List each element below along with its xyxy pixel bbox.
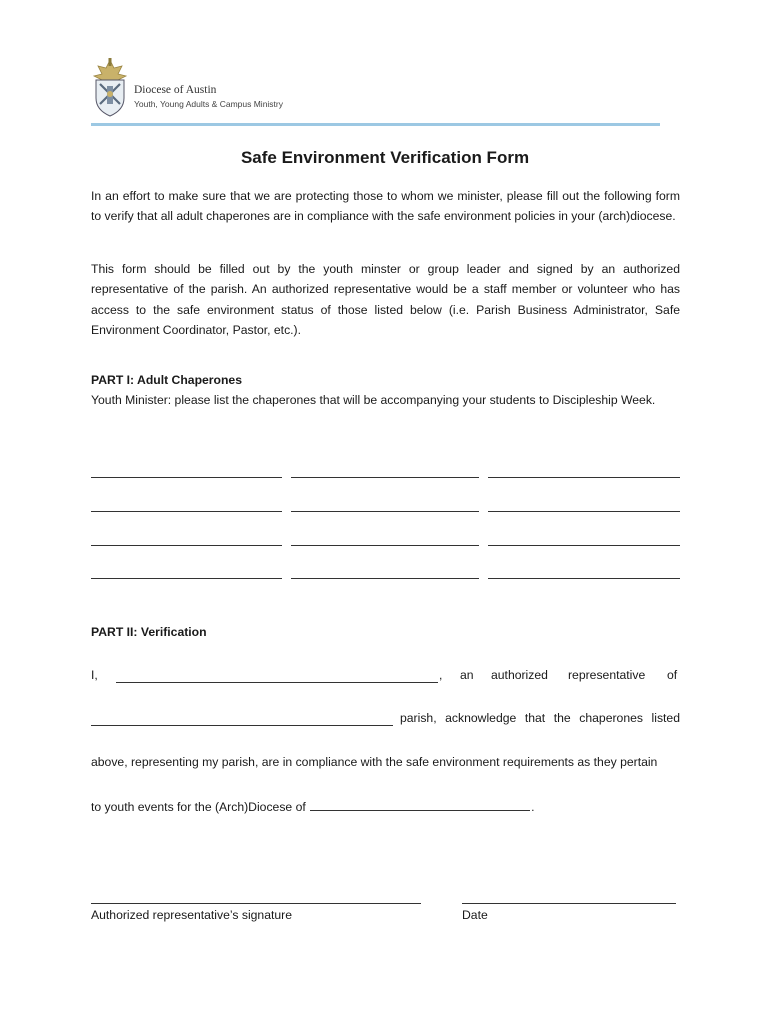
verification-word: of: [667, 668, 678, 682]
signature-field[interactable]: [91, 902, 421, 904]
chaperone-name-field[interactable]: [91, 476, 282, 478]
verification-comma: ,: [439, 668, 443, 682]
verification-text: to youth events for the (Arch)Diocese of: [91, 800, 306, 814]
chaperone-name-field[interactable]: [91, 510, 282, 512]
archdiocese-name-field[interactable]: [310, 798, 530, 811]
page-title: Safe Environment Verification Form: [240, 148, 530, 167]
chaperone-row-2: [91, 510, 680, 512]
intro-paragraph-1: In an effort to make sure that we are protecting those to whom we minister, please fill out the following form to verify that all adult chaperones are in compliance with the safe environment policies in your (arch)diocese.: [91, 189, 680, 224]
verification-line-4: [91, 798, 680, 814]
verification-text: parish, acknowledge that the chaperones listed: [400, 711, 680, 725]
verification-word: representative: [568, 668, 646, 682]
chaperone-row-4: [91, 577, 680, 579]
chaperone-name-field[interactable]: [488, 577, 680, 579]
chaperone-name-field[interactable]: [291, 510, 479, 512]
verification-word: an: [460, 668, 474, 682]
department-name: Youth, Young Adults & Campus Ministry: [134, 99, 283, 109]
chaperone-name-field[interactable]: [488, 544, 680, 546]
chaperone-name-field[interactable]: [91, 577, 282, 579]
organization-name: Diocese of Austin: [134, 84, 217, 96]
part2-heading: PART II: Verification: [91, 625, 207, 639]
chaperone-row-3: [91, 544, 680, 546]
intro-paragraph-2: This form should be filled out by the youth minster or group leader and signed by an authorized representative of the parish. An authorized representative would be a staff member or volunteer who has access to the safe environment status of those listed below (i.e. Parish Business Administrator, Safe Environment Coordinator, Pastor, etc.).: [91, 262, 680, 337]
verification-line-3: above, representing my parish, are in compliance with the safe environment requirements as they pertain: [91, 755, 658, 769]
chaperone-name-field[interactable]: [91, 544, 282, 546]
part1-heading: PART I: Adult Chaperones: [91, 373, 242, 387]
part1-instruction: Youth Minister: please list the chaperones that will be accompanying your students to Discipleship Week.: [91, 393, 656, 407]
chaperone-name-field[interactable]: [291, 577, 479, 579]
chaperone-name-field[interactable]: [291, 476, 479, 478]
signature-label: Authorized representative’s signature: [91, 908, 292, 922]
chaperone-row-1: [91, 476, 680, 478]
header-divider: [91, 123, 660, 126]
date-label: Date: [462, 908, 488, 922]
date-field[interactable]: [462, 902, 676, 904]
verification-prefix: I,: [91, 668, 98, 682]
chaperone-name-field[interactable]: [488, 510, 680, 512]
chaperone-name-field[interactable]: [488, 476, 680, 478]
parish-name-field[interactable]: [91, 713, 393, 726]
representative-name-field[interactable]: [116, 670, 438, 683]
verification-word: authorized: [491, 668, 548, 682]
verification-period: .: [531, 800, 535, 814]
chaperone-name-field[interactable]: [291, 544, 479, 546]
diocese-crest-icon: [88, 58, 132, 118]
